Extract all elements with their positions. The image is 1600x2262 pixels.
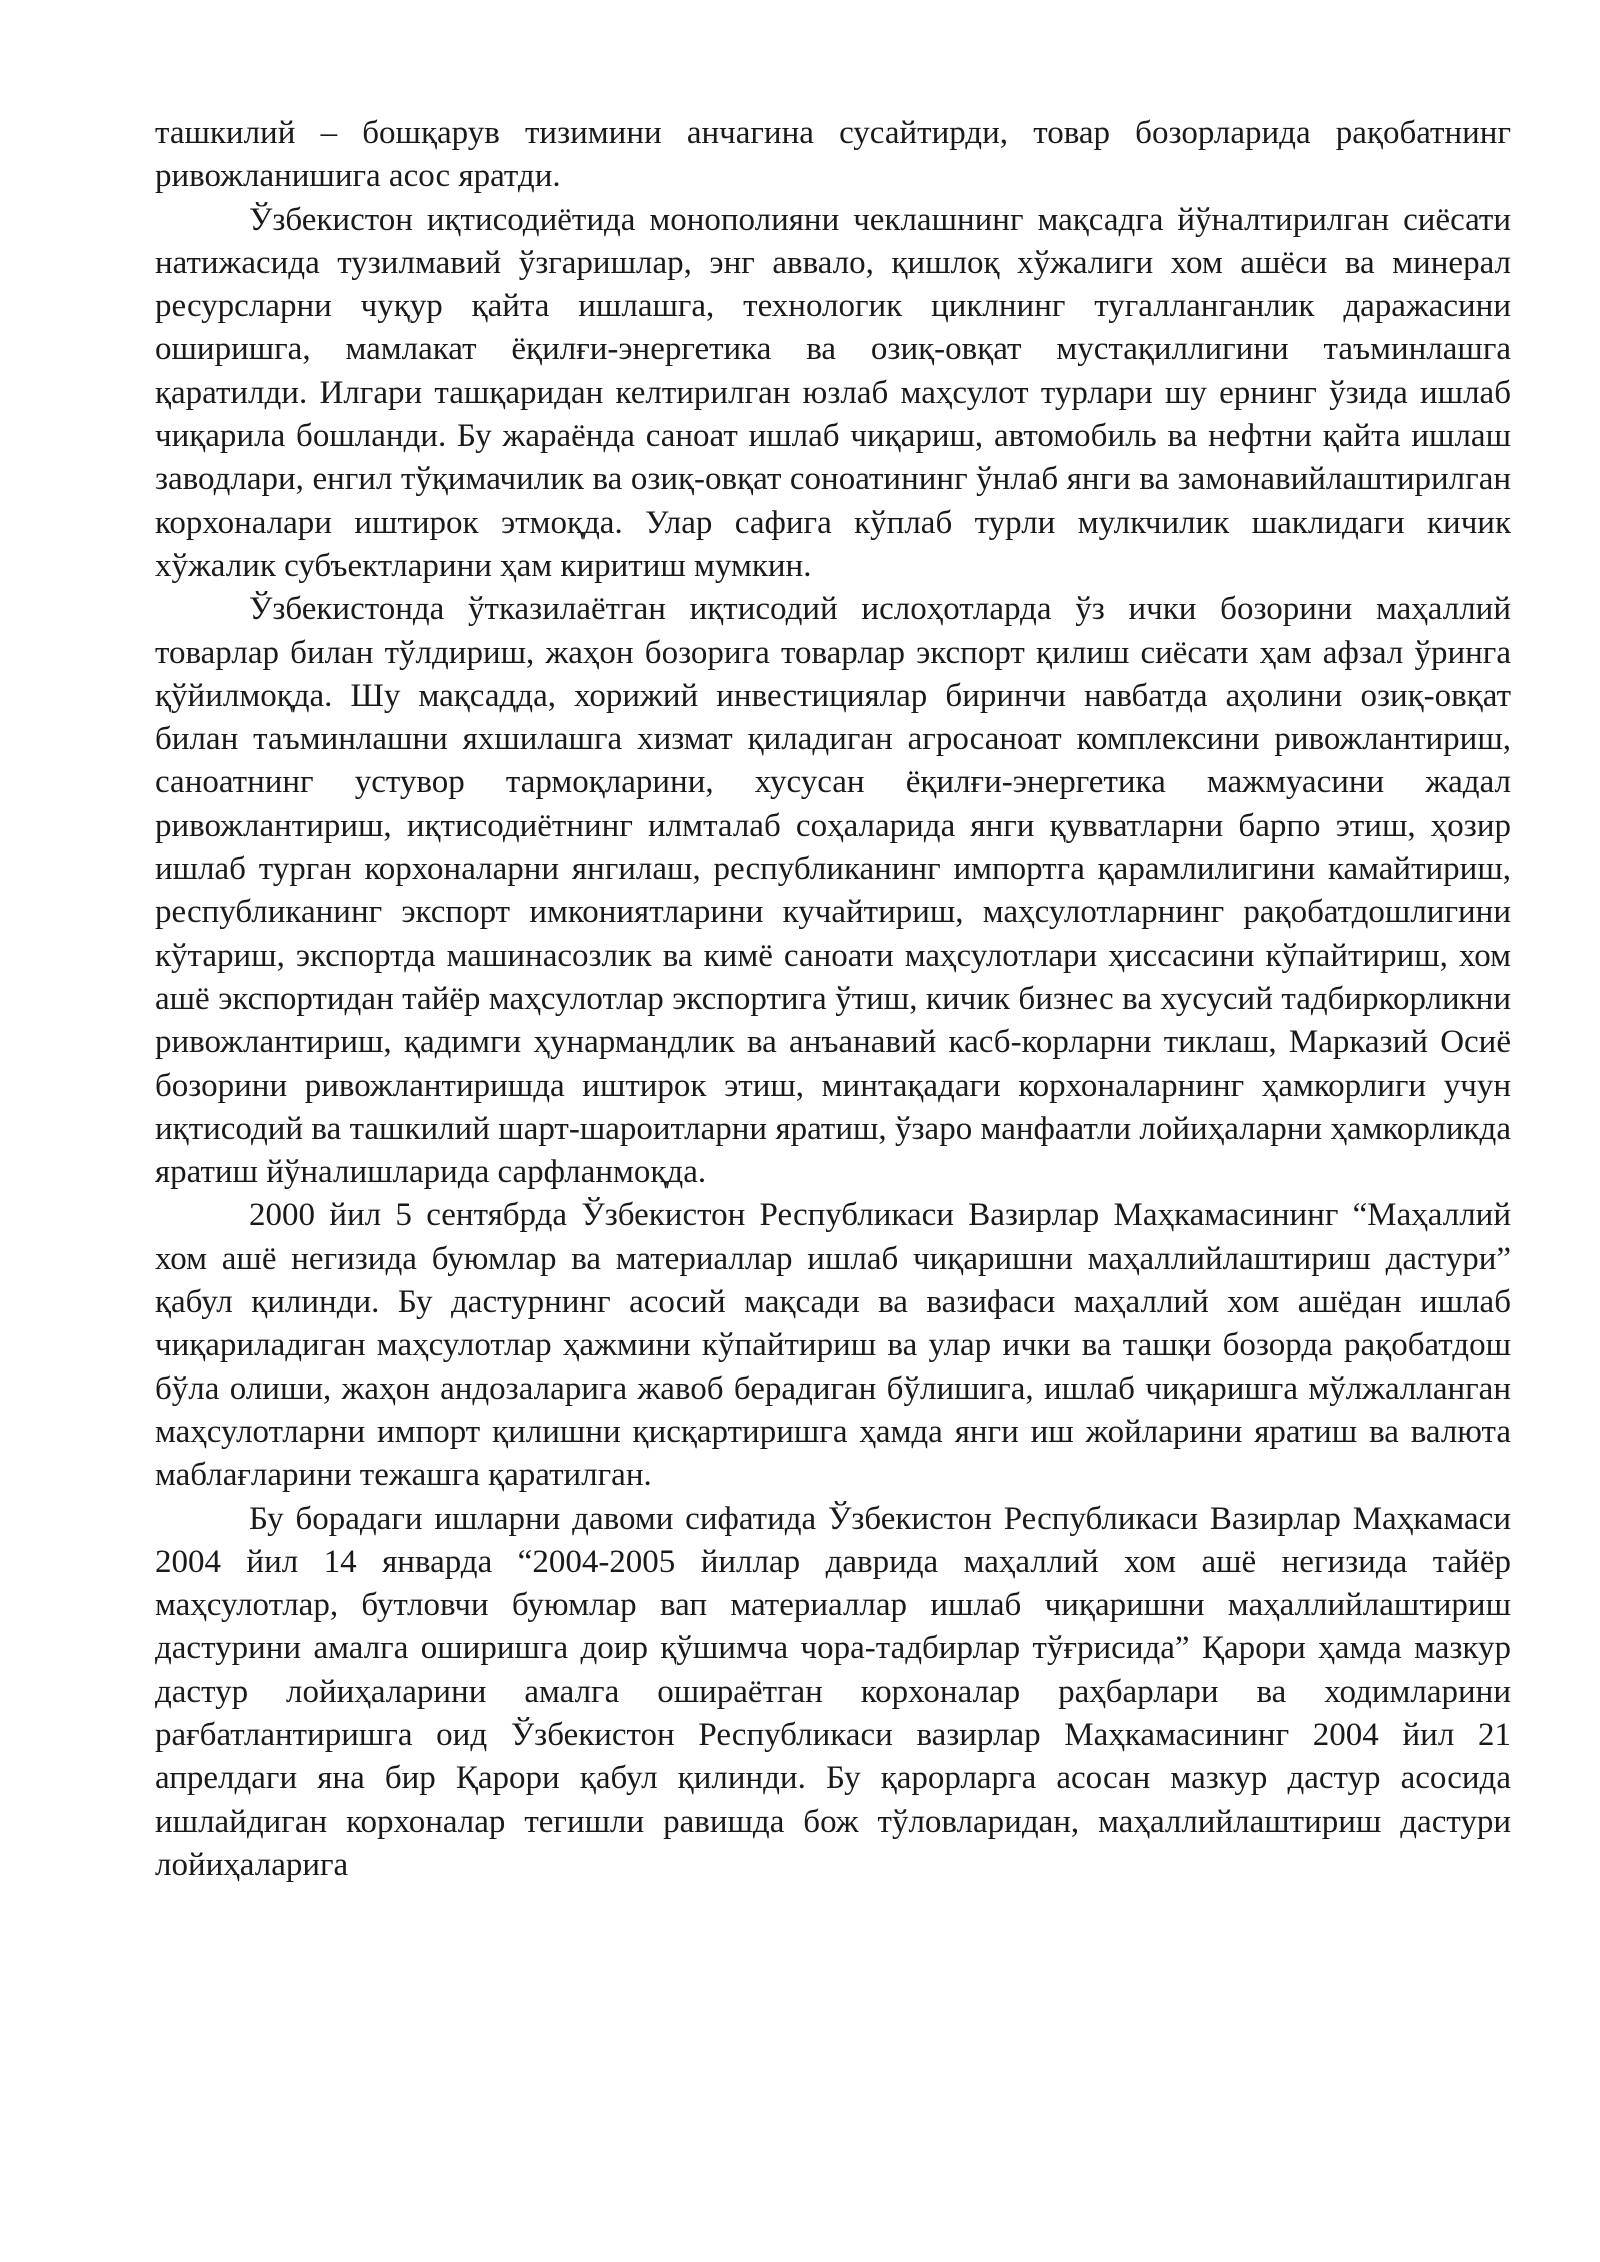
paragraph-monopoly-policy: Ўзбекистон иқтисодиётида монополияни чеклашнинг мақсадга йўналтирилган сиёсати натижасида тузилмавий ўзгаришлар, энг аввало, қишлоқ хўжалиги хом ашёси ва минерал ресурсларни чуқур қайта ишлашга, технологик циклнинг тугалланганлик даражасини оширишга, мамлакат ёқилғи-энергетика ва озиқ-овқат мустақиллигини таъминлашга қаратилди. Илгари ташқаридан келтирилган юзлаб маҳсулот турлари шу ернинг ўзида ишлаб чиқарила бошланди. Бу жараёнда саноат ишлаб чиқариш, автомобиль ва нефтни қайта ишлаш заводлари, енгил тўқимачилик ва озиқ-овқат соноатининг ўнлаб янги ва замонавийлаштирилган корхоналари иштирок этмоқда. Улар сафига кўплаб турли мулкчилик шаклидаги кичик хўжалик субъектларини ҳам киритиш мумкин.	[155, 201, 1511, 584]
paragraph-economic-reforms: Ўзбекистонда ўтказилаётган иқтисодий ислоҳотларда ўз ички бозорини маҳаллий товарлар билан тўлдириш, жаҳон бозорига товарлар экспорт қилиш сиёсати ҳам афзал ўринга қўйилмоқда. Шу мақсадда, хорижий инвестициялар биринчи навбатда аҳолини озиқ-овқат билан таъминлашни яхшилашга хизмат қиладиган агросаноат комплексини ривожлантириш, саноатнинг устувор тармоқларини, хусусан ёқилғи-энергетика мажмуасини жадал ривожлантириш, иқтисодиётнинг илмталаб соҳаларида янги қувватларни барпо этиш, ҳозир ишлаб турган корхоналарни янгилаш, республиканинг импортга қарамлилигини камайтириш, республиканинг экспорт имкониятларини кучайтириш, маҳсулотларнинг рақобатдошлигини кўтариш, экспортда машинасозлик ва кимё саноати маҳсулотлари ҳиссасини кўпайтириш, хом ашё экспортидан тайёр маҳсулотлар экспортига ўтиш, кичик бизнес ва хусусий тадбиркорликни ривожлантириш, қадимги ҳунармандлик ва анъанавий касб-корларни тиклаш, Марказий Осиё бозорини ривожлантиришда иштирок этиш, минтақадаги корхоналарнинг ҳамкорлиги учун иқтисодий ва ташкилий шарт-шароитларни яратиш, ўзаро манфаатли лойиҳаларни ҳамкорликда яратиш йўналишларида сарфланмоқда.	[155, 591, 1511, 1191]
paragraph-localization-program-2000: 2000 йил 5 сентябрда Ўзбекистон Республикаси Вазирлар Маҳкамасининг “Маҳаллий хом ашё негизида буюмлар ва материаллар ишлаб чиқаришни маҳаллийлаштириш дастури” қабул қилинди. Бу дастурнинг асосий мақсади ва вазифаси маҳаллий хом ашёдан ишлаб чиқариладиган маҳсулотлар ҳажмини кўпайтириш ва улар ички ва ташқи бозорда рақобатдош бўла олиши, жаҳон андозаларига жавоб берадиган бўлишига, ишлаб чиқаришга мўлжалланган маҳсулотларни импорт қилишни қисқартиришга ҳамда янги иш жойларини яратиш ва валюта маблағларини тежашга қаратилган.	[155, 1197, 1511, 1494]
paragraph-continuation: ташкилий – бошқарув тизимини анчагина сусайтирди, товар бозорларида рақобатнинг ривожланишига асос яратди.	[155, 115, 1511, 195]
paragraph-resolution-2004: Бу борадаги ишларни давоми сифатида Ўзбекистон Республикаси Вазирлар Маҳкамаси 2004 йил 14 январда “2004-2005 йиллар даврида маҳаллий хом ашё негизида тайёр маҳсулотлар, бутловчи буюмлар вап материаллар ишлаб чиқаришни маҳаллийлаштириш дастурини амалга оширишга доир қўшимча чора-тадбирлар тўғрисида” Қарори ҳамда мазкур дастур лойиҳаларини амалга ошираётган корхоналар раҳбарлари ва ходимларини рағбатлантиришга оид Ўзбекистон Республикаси вазирлар Маҳкамасининг 2004 йил 21 апрелдаги яна бир Қарори қабул қилинди. Бу қарорларга асосан мазкур дастур асосида ишлайдиган корхоналар тегишли равишда бож тўловларидан, маҳаллийлаштириш дастури лойиҳаларига	[155, 1500, 1511, 1883]
document-page	[155, 112, 1511, 1887]
